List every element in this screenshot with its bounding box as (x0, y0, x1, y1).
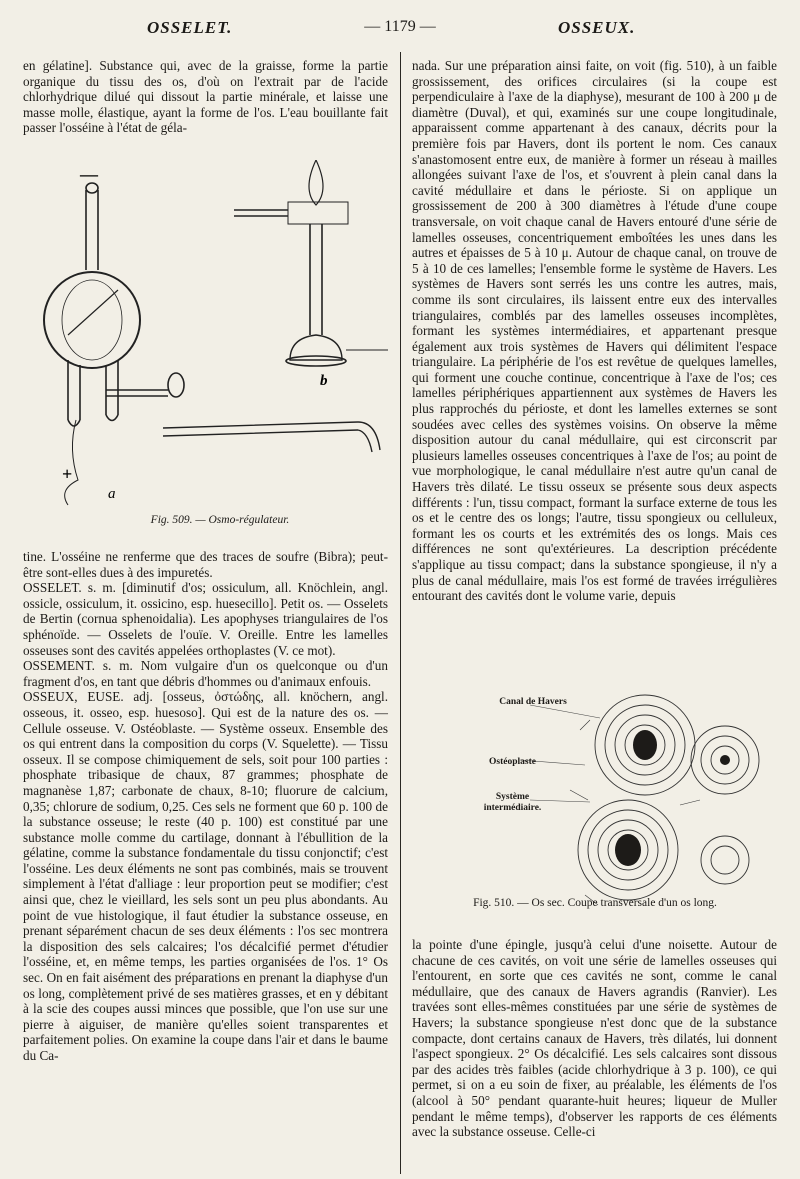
minus-sign: — (80, 164, 98, 184)
label-b: b (320, 373, 328, 389)
header-right-word: OSSEUX. (558, 18, 636, 37)
header-left-word: OSSELET. (147, 18, 233, 37)
label-intermediaire: intermédiaire. (483, 803, 542, 813)
entry-ossement: OSSEMENT. s. m. Nom vulgaire d'un os quelconque ou d'un fragment d'os, en tant que débris d'hommes ou d'animaux enfouis. (23, 658, 388, 689)
figure-510-caption: Fig. 510. — Os sec. Coupe transversale d'un os long. (473, 897, 717, 909)
label-canal-havers: Canal de Havers (499, 697, 567, 707)
label-osteoplaste: Ostéoplaste (489, 757, 536, 767)
right-column-bottom (412, 937, 777, 1140)
column-rule (400, 52, 401, 1174)
entry-osselet: OSSELET. s. m. [diminutif d'os; ossiculum, all. Knöchlein, angl. ossicle, ossiculum, it. ossicino, esp. huesecillo]. Petit os. — Osselets de Bertin (cornua sphenoidalia). Les apophyses triangulaires de l'os sphénoïde. — Osselets de l'ouïe. V. Oreille. Entre les lamelles osseuses sont des cavités appelées orthoplastes (V. ce mot). (23, 580, 388, 658)
figure-osmo-regulator (28, 160, 398, 540)
entry-osseux: OSSEUX, EUSE. adj. [osseus, ὀστώδης, all. knöchern, angl. osseous, it. osseo, esp. huesoso]. Qui est de la nature des os. — Cellule osseuse. V. Ostéoblaste. — Système osseux. Ensemble des os qui entrent dans la composition du corps (V. Squelette). — Tissu osseux. Il se compose chimiquement de sels, soit pour 100 parties : phosphate tribasique de chaux, 87 grammes; phosphate de magnanèse 1,87; carbonate de chaux, 8-10; fluorure de calcium, 0,35; chlorure de sodium, 0,25. Ces sels ne forment que 60 p. 100 de la substance osseuse; le reste (40 p. 100) est constitué par une substance molle comme du cartilage, donnant à l'ébullition de la gélatine, comme la substance fondamentale du tissu conjonctif; c'est l'osséine. Les deux éléments ne sont pas combinés, mais se trouvent simplement à l'état d'alliage : leur proportion peut se modifier; c'est ainsi que, chez le vieillard, les sels sont un peu plus abondants. Au point de vue histologique, il faut étudier la substance osseuse, en prenant séparément chacun de ses deux éléments : l'os sec montrera la disposition des sels calcaires; l'os décalcifié permet d'étudier l'osséine, et, en même temps, les parties organisées de l'os. 1° Os sec. On en fait aisément des préparations en prenant la diaphyse d'un os long, complètement privé de ses matières grasses, et en y débitant à la scie des coupes aussi minces que possible, que l'on use sur une pierre à aiguiser, de manière qu'elles soient transparentes et parfaitement polies. On examine la coupe dans l'air et dans le baume du Ca- (23, 689, 388, 1063)
right-column-top (412, 58, 777, 604)
paragraph: tine. L'osséine ne renferme que des traces de soufre (Bibra); peut-être sont-elles dues à des impuretés. (23, 549, 388, 580)
page-number: — 1179 — (364, 18, 436, 35)
paragraph: la pointe d'une épingle, jusqu'à celui d'une noisette. Autour de chacune de ces cavités, on voit une série de lamelles osseuses qui l'entourent, en sorte que ces cavités ne sont, comme le canal médullaire, que des canaux de Havers agrandis (Ranvier). Les travées sont elles-mêmes constituées par une série de systèmes de Havers; la substance spongieuse n'est donc que de la substance compacte, dont certains canaux de Havers, très dilatés, lui donnent l'aspect spongieux. 2° Os décalcifié. Les sels calcaires sont dissous par des acides très faibles (acide chlorhydrique à 3 p. 100), ce qui permet, si on a eu soin de fixer, au préalable, les éléments de l'os (alcool à 50° pendant quarante-huit heures; liqueur de Muller pendant le même temps), d'observer les rapports de ces éléments avec la substance osseuse. Celle-ci (412, 937, 777, 1140)
left-column-top (23, 58, 388, 136)
paragraph: en gélatine]. Substance qui, avec de la graisse, forme la partie organique du tissu des os, d'où on l'extrait par de l'acide chlorhydrique dilué qui dissout la partie minérale, et laisse une masse molle, élastique, ayant la forme de l'os. L'eau bouillante fait passer l'osséine à l'état de géla- (23, 58, 388, 136)
left-column-bottom (23, 549, 388, 1064)
plus-sign: + (62, 464, 73, 484)
paragraph: nada. Sur une préparation ainsi faite, on voit (fig. 510), à un faible grossissement, des orifices circulaires (si la coupe est perpendiculaire à l'axe de la diaphyse), mesurant de 100 à 200 μ de diamètre (Duval), et qui, examinés sur une coupe longitudinale, apparaissent comme appartenant à des canaux, décrits pour la première fois par Havers, dont ils portent le nom. Ces canaux s'anastomosent entre eux, de manière à former un réseau à mailles allongées suivant l'axe de l'os, et s'ouvrent à plein canal dans la cavité médullaire et dans le périoste. Si on applique un grossissement de 200 à 300 diamètres à l'étude d'une coupe transversale, on voit chaque canal de Havers entouré d'une série de lamelles osseuses, concentriquement emboîtées les unes dans les autres et épaisses de 5 à 10 μ. Autour de chaque canal, on trouve de 5 à 10 de ces lamelles; l'ensemble forme le système de Havers. Les systèmes de Havers sont serrés les uns contre les autres, mais, comme ils sont circulaires, ils laissent entre eux des intervalles triangulaires, comblés par des lamelles osseuses incomplètes, formant les systèmes intermédiaires, et appartenant presque également aux trois systèmes de Havers qui délimitent l'espace triangulaire. La périphérie de l'os est revêtue de quelques lamelles, qui forment une couche continue, concentrique à l'axe de l'os; ces lamelles périphériques appartiennent aux systèmes de Havers les plus rapprochés du périoste, et dont les lamelles externes se sont soudées avec celles des systèmes voisins. On observe la même disposition autour du canal médullaire, qui est circonscrit par plusieurs lamelles osseuses concentriques à l'axe de l'os; au point de vue morphologique, le canal médullaire n'est autre qu'un canal de Havers très dilaté. Le tissu osseux se présente sous deux aspects différents : l'un, tissu compact, formant la surface externe de tous les os et le centre des os longs; l'autre, tissu spongieux ou celluleux, formant les os courts et les extrémités des os longs. Mais ces différences ne sont qu'extérieures. La description précédente s'applique au tissu compact; dans la substance spongieuse, il n'y a plus de canal médullaire, mais l'os est formé de travées irrégulières entourant des cavités dont le volume varie, depuis (412, 58, 777, 604)
running-header (0, 18, 800, 44)
label-systeme: Système (495, 792, 530, 802)
label-a: a (108, 486, 116, 502)
figure-509-caption: Fig. 509. — Osmo-régulateur. (150, 514, 290, 526)
